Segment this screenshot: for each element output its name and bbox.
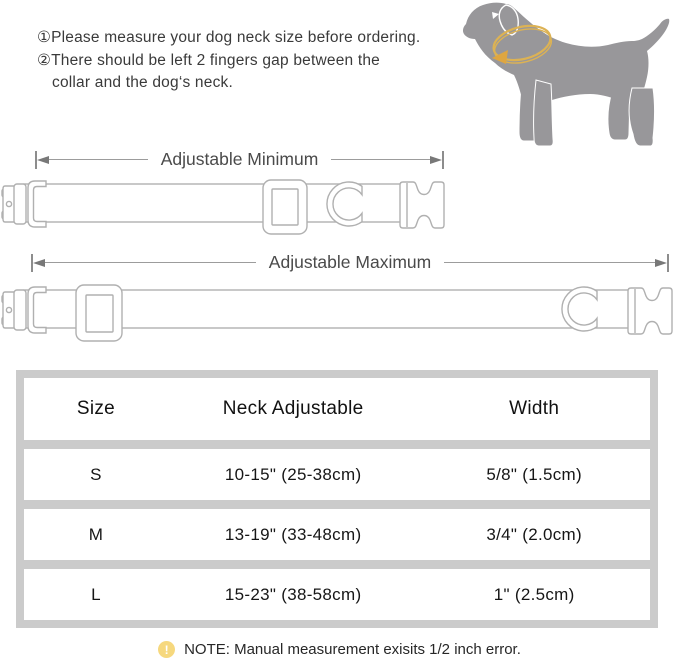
- cell-size: L: [91, 584, 101, 604]
- table-row: [24, 509, 650, 560]
- cell-width: 3/4" (2.0cm): [486, 524, 582, 544]
- buckle-male-icon: [2, 290, 26, 330]
- header-width: Width: [509, 398, 560, 419]
- collar-maximum-diagram: [0, 280, 679, 346]
- cell-width: 5/8" (1.5cm): [486, 464, 582, 484]
- arrowhead-left-icon: [33, 259, 45, 267]
- note-text: NOTE: Manual measurement exisits 1/2 inch error.: [184, 641, 521, 658]
- arrowhead-right-icon: [655, 259, 667, 267]
- adjustable-minimum-label: Adjustable Minimum: [160, 149, 319, 169]
- adjustable-maximum-label: Adjustable Maximum: [268, 252, 432, 272]
- buckle-female-icon: [628, 288, 672, 334]
- triglide-slider-icon: [263, 180, 307, 234]
- header-size: Size: [76, 398, 116, 419]
- cell-size: S: [90, 464, 102, 484]
- table-row: [24, 569, 650, 620]
- adjustable-minimum-measure: [35, 149, 444, 170]
- buckle-male-icon: [2, 184, 26, 224]
- measure-line: [49, 159, 148, 161]
- measure-endbar-right: [667, 254, 669, 272]
- header-neck-adjustable: Neck Adjustable: [222, 398, 364, 419]
- exclamation-icon: !: [158, 641, 175, 658]
- cell-size: M: [88, 524, 104, 544]
- dog-silhouette-icon: [450, 0, 679, 158]
- measure-line: [444, 262, 655, 264]
- measuring-instructions: [37, 27, 457, 95]
- instruction-line-3: collar and the dog‘s neck.: [52, 74, 233, 91]
- arrowhead-left-icon: [37, 156, 49, 164]
- table-header-row: [24, 378, 650, 440]
- triglide-slider-icon: [76, 285, 122, 341]
- adjustable-maximum-measure: [31, 252, 669, 273]
- buckle-female-icon: [400, 182, 444, 228]
- cell-neck: 15-23" (38-58cm): [224, 584, 362, 604]
- measurement-note: [0, 641, 679, 658]
- dog-illustration: [450, 0, 679, 158]
- measure-line: [45, 262, 256, 264]
- instruction-line-1: ①Please measure your dog neck size before ordering.: [37, 29, 421, 46]
- instruction-line-2: ②There should be left 2 fingers gap between the: [37, 51, 380, 69]
- cell-neck: 13-19" (33-48cm): [224, 524, 362, 544]
- collar-strap: [24, 184, 402, 222]
- measure-endbar-right: [442, 151, 444, 169]
- arrowhead-right-icon: [430, 156, 442, 164]
- collar-minimum-diagram: [0, 176, 460, 238]
- measure-line: [331, 159, 430, 161]
- cell-width: 1" (2.5cm): [493, 584, 575, 604]
- cell-neck: 10-15" (25-38cm): [224, 464, 362, 484]
- size-chart-table: [16, 370, 658, 628]
- table-row: [24, 449, 650, 500]
